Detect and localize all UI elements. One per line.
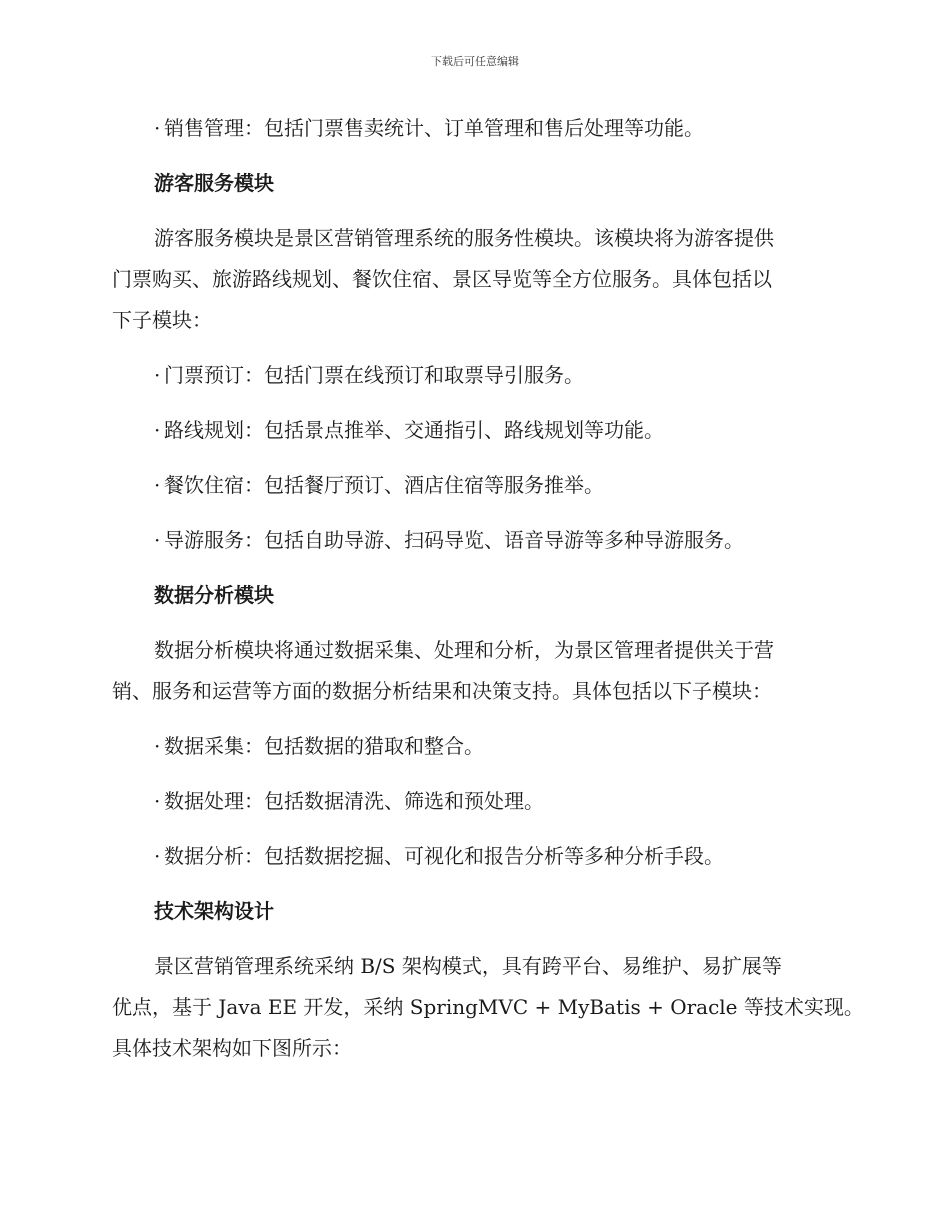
paragraph-line: 下子模块： bbox=[112, 308, 212, 332]
paragraph-line: 数据分析模块将通过数据采集、处理和分析，为景区管理者提供关于营 bbox=[154, 638, 774, 662]
list-item-text: 数据分析：包括数据挖掘、可视化和报告分析等多种分析手段。 bbox=[164, 844, 724, 868]
bullet-icon: · bbox=[154, 528, 161, 552]
list-item-dining-lodging bbox=[112, 465, 832, 506]
paragraph-data-analysis bbox=[112, 630, 832, 712]
bullet-icon: · bbox=[154, 473, 161, 497]
paragraph-line: 门票购买、旅游路线规划、餐饮住宿、景区导览等全方位服务。具体包括以 bbox=[112, 267, 772, 291]
list-item-text: 餐饮住宿：包括餐厅预订、酒店住宿等服务推举。 bbox=[164, 473, 604, 497]
list-item-text: 数据处理：包括数据清洗、筛选和预处理。 bbox=[164, 789, 544, 813]
list-item-text: 数据采集：包括数据的猎取和整合。 bbox=[164, 734, 484, 758]
list-item-data-processing bbox=[112, 781, 832, 822]
paragraph-line: 优点，基于 Java EE 开发，采纳 SpringMVC + MyBatis + Oracle 等技术实现。 bbox=[112, 995, 864, 1019]
page-header: 下载后可任意编辑 bbox=[431, 55, 519, 68]
paragraph-line: 销、服务和运营等方面的数据分析结果和决策支持。具体包括以下子模块： bbox=[112, 679, 772, 703]
section-heading-visitor-service: 游客服务模块 bbox=[154, 171, 274, 195]
paragraph-line: 景区营销管理系统采纳 B/S 架构模式，具有跨平台、易维护、易扩展等 bbox=[154, 954, 782, 978]
paragraph-line: 具体技术架构如下图所示： bbox=[112, 1036, 352, 1060]
paragraph-line: 游客服务模块是景区营销管理系统的服务性模块。该模块将为游客提供 bbox=[154, 226, 774, 250]
paragraph-tech-architecture bbox=[112, 946, 864, 1069]
list-item-text: 路线规划：包括景点推举、交通指引、路线规划等功能。 bbox=[164, 418, 664, 442]
list-item-data-collection bbox=[112, 726, 832, 767]
list-item-sales-management bbox=[112, 108, 832, 149]
list-item-text: 销售管理：包括门票售卖统计、订单管理和售后处理等功能。 bbox=[164, 116, 704, 140]
section-heading-data-analysis: 数据分析模块 bbox=[154, 583, 274, 607]
bullet-icon: · bbox=[154, 789, 161, 813]
list-item-route-planning bbox=[112, 410, 832, 451]
list-item-text: 导游服务：包括自助导游、扫码导览、语音导游等多种导游服务。 bbox=[164, 528, 744, 552]
bullet-icon: · bbox=[154, 418, 161, 442]
bullet-icon: · bbox=[154, 734, 161, 758]
document-body bbox=[112, 108, 864, 1083]
list-item-text: 门票预订：包括门票在线预订和取票导引服务。 bbox=[164, 363, 584, 387]
section-heading-tech-architecture: 技术架构设计 bbox=[154, 899, 274, 923]
paragraph-visitor-service bbox=[112, 218, 832, 341]
list-item-guide-service bbox=[112, 520, 832, 561]
list-item-ticket-booking bbox=[112, 355, 832, 396]
bullet-icon: · bbox=[154, 363, 161, 387]
bullet-icon: · bbox=[154, 844, 161, 868]
list-item-data-analysis bbox=[112, 836, 832, 877]
bullet-icon: · bbox=[154, 116, 161, 140]
